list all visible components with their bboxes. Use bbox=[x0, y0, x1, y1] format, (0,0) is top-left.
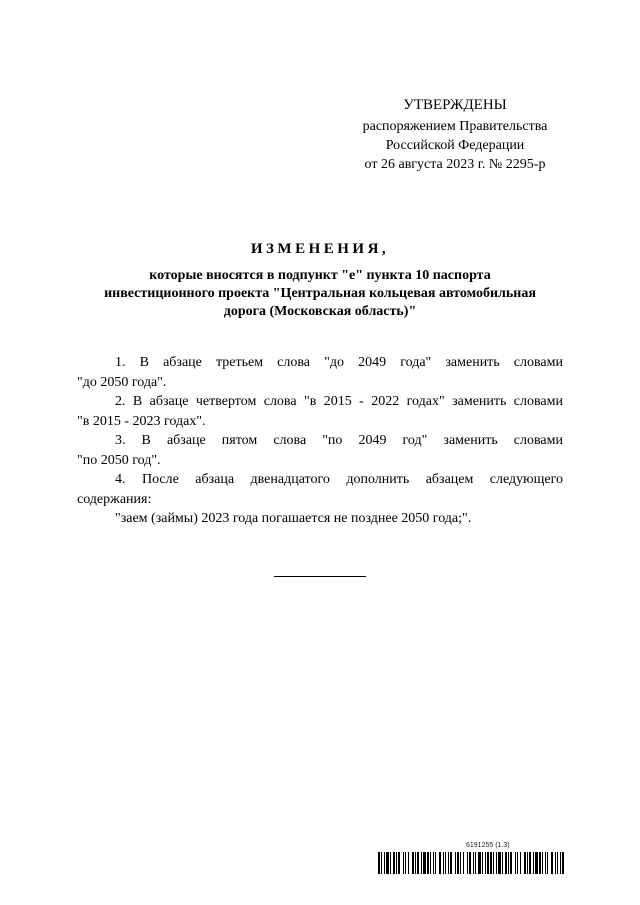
barcode-bar bbox=[551, 852, 553, 874]
barcode-bar bbox=[487, 852, 489, 874]
barcode-bar bbox=[510, 852, 512, 874]
approval-heading: УТВЕРЖДЕНЫ bbox=[403, 97, 507, 113]
barcode-bar bbox=[478, 852, 481, 874]
barcode-bar bbox=[463, 852, 464, 874]
document-title: ИЗМЕНЕНИЯ, bbox=[250, 241, 390, 257]
barcode-bar bbox=[560, 852, 561, 874]
barcode-bar bbox=[473, 852, 474, 874]
barcode-bar bbox=[393, 852, 395, 874]
barcode-bar bbox=[378, 852, 380, 874]
barcode-bar bbox=[542, 852, 543, 874]
document-subtitle bbox=[70, 267, 570, 321]
barcode-bar bbox=[515, 852, 516, 874]
barcode-bar bbox=[386, 852, 389, 874]
barcode-bar bbox=[405, 852, 406, 874]
closing-rule bbox=[274, 576, 366, 577]
barcode-bar bbox=[398, 852, 400, 874]
barcode-bar bbox=[445, 852, 446, 874]
subtitle-line-3: дорога (Московская область)" bbox=[223, 304, 417, 319]
barcode-bar bbox=[423, 852, 426, 874]
barcode-bar bbox=[539, 852, 541, 874]
barcode-bar bbox=[517, 852, 518, 874]
approval-line-2: Российской Федерации bbox=[385, 138, 525, 153]
barcode-bar bbox=[475, 852, 476, 874]
item-1-first-line: 1. В абзаце третьем слова "до 2049 года" заменить словами bbox=[115, 355, 563, 370]
barcode-bar bbox=[467, 852, 468, 874]
barcode-bar bbox=[408, 852, 409, 874]
barcode-bar bbox=[427, 852, 429, 874]
item-1-continuation: "до 2050 года". bbox=[77, 374, 167, 390]
barcode-bar bbox=[460, 852, 461, 874]
barcode-bar bbox=[547, 852, 548, 874]
barcode-bar bbox=[443, 852, 444, 874]
barcode-bar bbox=[455, 852, 456, 874]
barcode-bar bbox=[430, 852, 431, 874]
barcode-bar bbox=[485, 852, 486, 874]
barcode-bar bbox=[529, 852, 531, 874]
barcode-bar bbox=[562, 852, 564, 874]
barcode-bar bbox=[417, 852, 419, 874]
approval-block bbox=[340, 96, 570, 174]
barcode-bar bbox=[527, 852, 528, 874]
item-3-continuation: "по 2050 год". bbox=[77, 452, 161, 468]
barcode-bar bbox=[482, 852, 483, 874]
barcode-bar bbox=[381, 852, 382, 874]
barcode-bar bbox=[533, 852, 534, 874]
barcode-bar bbox=[448, 852, 449, 874]
barcode bbox=[378, 852, 564, 874]
barcode-bar bbox=[469, 852, 471, 874]
barcode-bar bbox=[520, 852, 521, 874]
barcode-bar bbox=[508, 852, 509, 874]
barcode-bar bbox=[557, 852, 558, 874]
approval-line-1: распоряжением Правительства bbox=[362, 119, 548, 134]
subtitle-line-2: инвестиционного проекта "Центральная кольцевая автомобильная bbox=[104, 286, 536, 301]
barcode-bar bbox=[524, 852, 526, 874]
barcode-bar bbox=[435, 852, 436, 874]
barcode-bar bbox=[555, 852, 556, 874]
barcode-bar bbox=[535, 852, 538, 874]
barcode-bar bbox=[415, 852, 416, 874]
barcode-bar bbox=[545, 852, 546, 874]
document-body bbox=[77, 353, 563, 529]
barcode-bar bbox=[490, 852, 492, 874]
barcode-bar bbox=[412, 852, 414, 874]
document-code: 6191255 (1.3) bbox=[466, 842, 510, 849]
barcode-bar bbox=[496, 852, 497, 874]
barcode-bar bbox=[498, 852, 501, 874]
barcode-bar bbox=[433, 852, 434, 874]
barcode-bar bbox=[390, 852, 391, 874]
quoted-paragraph: "заем (займы) 2023 года погашается не позднее 2050 года;". bbox=[115, 511, 472, 526]
item-3-first-line: 3. В абзаце пятом слова "по 2049 год" заменить словами bbox=[115, 433, 563, 448]
barcode-bar bbox=[439, 852, 441, 874]
approval-line-3: от 26 августа 2023 г. № 2295-р bbox=[364, 157, 546, 172]
barcode-bar bbox=[493, 852, 494, 874]
barcode-bar bbox=[384, 852, 385, 874]
item-2-first-line: 2. В абзаце четвертом слова "в 2015 - 2022 годах" заменить словами bbox=[115, 394, 563, 409]
item-2-continuation: "в 2015 - 2023 годах". bbox=[77, 413, 206, 429]
barcode-bar bbox=[457, 852, 459, 874]
barcode-bar bbox=[505, 852, 507, 874]
barcode-bar bbox=[502, 852, 503, 874]
barcode-bar bbox=[396, 852, 397, 874]
subtitle-line-1: которые вносятся в подпункт "е" пункта 10 паспорта bbox=[149, 268, 491, 283]
barcode-bar bbox=[450, 852, 452, 874]
barcode-bar bbox=[421, 852, 422, 874]
item-4-continuation: содержания: bbox=[77, 491, 152, 507]
barcode-bar bbox=[403, 852, 404, 874]
item-4-first-line: 4. После абзаца двенадцатого дополнить абзацем следующего bbox=[115, 472, 563, 487]
